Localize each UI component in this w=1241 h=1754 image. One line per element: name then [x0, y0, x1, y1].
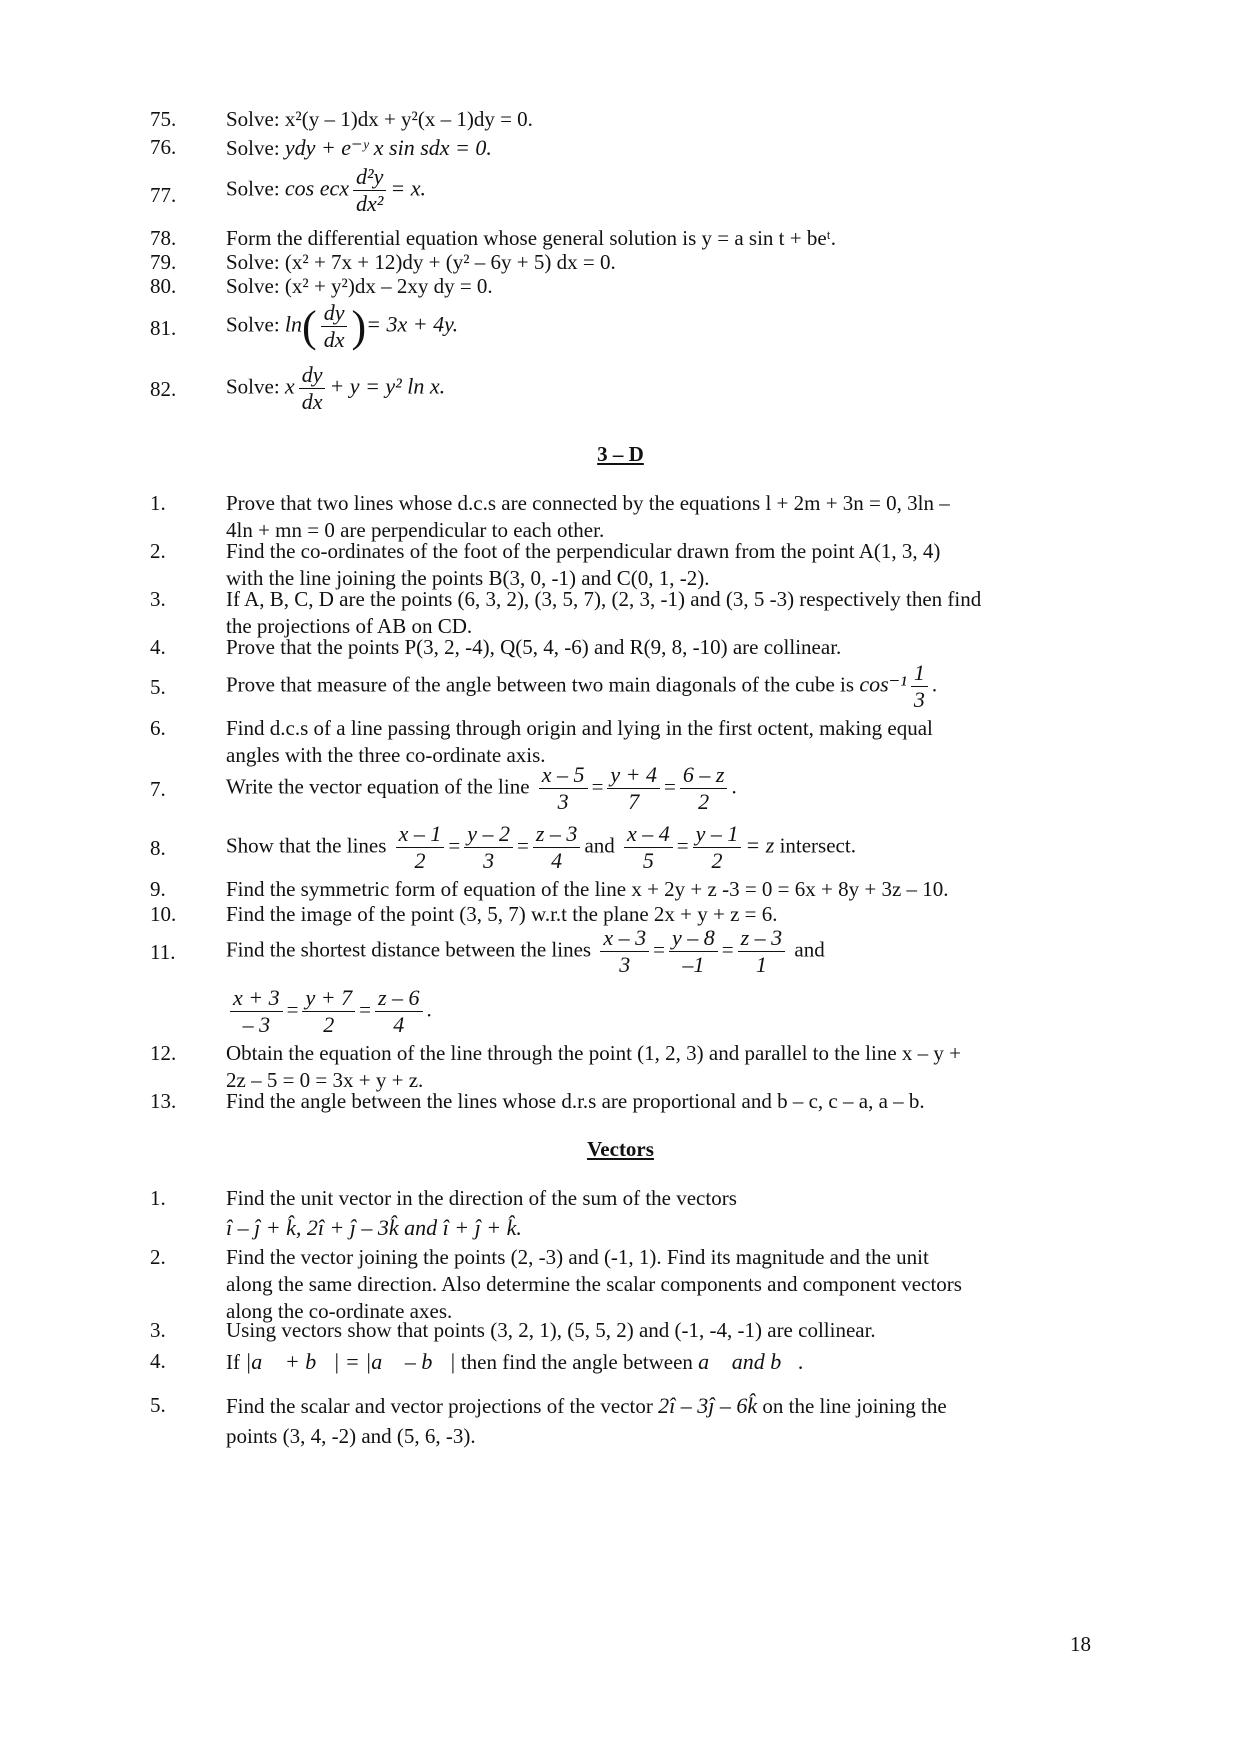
question-77	[150, 164, 1090, 224]
question-text: Form the differential equation whose general solution is y = a sin t + beᵗ.	[226, 226, 836, 250]
right-paren: )	[351, 302, 367, 351]
question-text: Find the image of the point (3, 5, 7) w.r.t the plane 2x + y + z = 6.	[226, 902, 778, 926]
fraction	[230, 985, 283, 1038]
question-number: 81.	[150, 316, 177, 340]
question-text	[226, 538, 1096, 592]
fraction-denominator: 1	[755, 952, 767, 977]
fraction-denominator: dx²	[356, 191, 384, 216]
fraction-numerator: y – 2	[464, 821, 513, 848]
question-number: 12.	[150, 1041, 177, 1065]
question-prefix: Solve:	[226, 176, 280, 201]
question-text	[226, 134, 1096, 162]
question-number: 4.	[150, 635, 166, 659]
punctuation: .	[931, 672, 938, 697]
vector-equation: |a⃗ + b⃗| = |a⃗ – b⃗|	[245, 1349, 456, 1374]
question-text	[226, 164, 1096, 217]
equation-rhs: + y = y² ln x.	[329, 373, 446, 399]
question-text	[226, 300, 1096, 353]
question-number: 2.	[150, 539, 166, 563]
question-line-1: Prove that measure of the angle between two main diagonals of the cube is	[226, 672, 855, 697]
fraction-denominator: 3	[483, 848, 495, 873]
fraction-numerator: x + 3	[230, 985, 283, 1012]
question-line-2: 4ln + mn = 0 are perpendicular to each other.	[226, 518, 605, 542]
punctuation: .	[426, 997, 432, 1022]
question-number: 7.	[150, 777, 166, 801]
fraction	[299, 362, 326, 415]
question-number: 80.	[150, 274, 177, 298]
vector-names: a⃗ and b⃗.	[698, 1349, 804, 1374]
equation-lhs: x	[284, 373, 295, 399]
fraction	[680, 762, 728, 815]
question-prefix: Solve:	[226, 136, 280, 160]
question-number: 76.	[150, 135, 177, 159]
question-text: Write the vector equation of the line $\frac{x - 5}{3}$ = $\frac{y + 4}{7}$ = $\frac{6 - z}{2}$ .	[226, 762, 737, 814]
question-3d-7	[150, 762, 1090, 820]
fraction-denominator: 2	[414, 848, 426, 873]
question-text	[226, 715, 1096, 769]
question-number: 77.	[150, 183, 177, 207]
fraction	[693, 821, 742, 874]
vector-expression: 2î – 3ĵ – 6k̂	[658, 1393, 758, 1418]
question-text	[226, 1040, 1096, 1094]
fraction-numerator: y – 1	[693, 821, 742, 848]
question-number: 13.	[150, 1089, 177, 1113]
question-text	[226, 362, 1096, 415]
fraction-numerator: y + 4	[607, 762, 660, 789]
question-line-2: angles with the three co-ordinate axis.	[226, 743, 546, 767]
fraction-denominator: 4	[393, 1012, 405, 1037]
question-number: 79.	[150, 250, 177, 274]
fraction-numerator: z – 3	[533, 821, 581, 848]
question-82	[150, 362, 1090, 422]
question-prefix: Solve:	[226, 312, 280, 337]
section-heading-vectors: Vectors	[587, 1137, 654, 1161]
question-text: Solve: (x² + 7x + 12)dy + (y² – 6y + 5) dx = 0.	[226, 250, 616, 274]
question-prefix: Solve:	[226, 374, 280, 399]
question-line-1: Find the vector joining the points (2, -3) and (-1, 1). Find its magnitude and the unit	[226, 1245, 929, 1269]
left-paren: (	[302, 302, 317, 351]
question-number: 5.	[150, 675, 166, 699]
fraction	[539, 762, 588, 815]
fraction-numerator: dy	[321, 300, 348, 327]
question-3d-11	[150, 925, 1090, 983]
fraction-denominator: 2	[711, 848, 723, 873]
question-3d-5	[150, 660, 1090, 718]
question-text: Prove that the points P(3, 2, -4), Q(5, 4, -6) and R(9, 8, -10) are collinear.	[226, 635, 842, 659]
fraction-denominator: –1	[682, 952, 705, 977]
fraction-numerator: z – 6	[375, 985, 423, 1012]
fraction-denominator: 3	[619, 952, 631, 977]
question-number: 10.	[150, 902, 177, 926]
question-line-1: Find the scalar and vector projections of the vector	[226, 1394, 653, 1418]
fraction	[738, 925, 786, 978]
fraction-denominator: 4	[551, 848, 563, 873]
question-text	[226, 1392, 1096, 1452]
fraction-denominator: 3	[557, 789, 569, 814]
question-line-1: Find the shortest distance between the lines	[226, 937, 592, 962]
question-tail: intersect.	[779, 833, 856, 858]
fraction	[600, 925, 649, 978]
page-number: 18	[1070, 1632, 1091, 1656]
question-prefix: If	[226, 1350, 240, 1374]
question-line-1: If A, B, C, D are the points (6, 3, 2), (3, 5, 7), (2, 3, -1) and (3, 5 -3) respectively then find	[226, 587, 982, 611]
question-line-1: Find d.c.s of a line passing through origin and lying in the first octent, making equal	[226, 716, 933, 740]
fraction	[464, 821, 513, 874]
equation: ydy + e⁻ʸ x sin sdx = 0.	[284, 135, 492, 160]
fraction-denominator: 2	[323, 1012, 335, 1037]
equation-lhs: cos ecx	[284, 175, 350, 201]
question-line-2: along the same direction. Also determine the scalar components and component vectors	[226, 1272, 962, 1296]
fraction-numerator: 6 – z	[680, 762, 728, 789]
fraction-numerator: 1	[911, 660, 928, 687]
question-text: Find the angle between the lines whose d.r.s are proportional and b – c, c – a, a – b.	[226, 1089, 925, 1113]
question-middle: then find the angle between	[460, 1350, 693, 1374]
fraction-numerator: x – 4	[624, 821, 673, 848]
question-number: 9.	[150, 877, 166, 901]
question-number: 78.	[150, 226, 177, 250]
fraction-denominator: 2	[698, 789, 710, 814]
fraction	[607, 762, 660, 815]
fraction	[533, 821, 581, 874]
question-number: 1.	[150, 1186, 166, 1210]
question-number: 2.	[150, 1245, 166, 1269]
question-text: Find the shortest distance between the lines $\frac{x - 3}{3}$ = $\frac{y - 8}{-1}$ = $\frac{z - 3}{1}$ and	[226, 925, 825, 977]
question-text: Solve: x²(y – 1)dx + y²(x – 1)dy = 0.	[226, 107, 533, 131]
question-number: 1.	[150, 491, 166, 515]
question-line-1-tail: on the line joining the	[762, 1394, 947, 1418]
fraction	[624, 821, 673, 874]
conjunction: and	[794, 937, 825, 962]
question-line-1: Find the unit vector in the direction of the sum of the vectors	[226, 1186, 737, 1210]
fraction	[396, 821, 445, 874]
fraction	[321, 300, 348, 353]
question-line-3: along the co-ordinate axes.	[226, 1299, 453, 1323]
question-text	[226, 660, 1096, 713]
question-line-1: Find the co-ordinates of the foot of the perpendicular drawn from the point A(1, 3, 4)	[226, 539, 941, 563]
fraction-numerator: x – 3	[600, 925, 649, 952]
question-line-1: Prove that two lines whose d.c.s are connected by the equations l + 2m + 3n = 0, 3ln –	[226, 491, 950, 515]
question-81	[150, 300, 1090, 360]
question-line-2: points (3, 4, -2) and (5, 6, -3).	[226, 1424, 476, 1448]
vector-expression: î – ĵ + k̂, 2î + ĵ – 3k̂ and î + ĵ + k̂.	[226, 1215, 522, 1240]
question-line-1: Obtain the equation of the line through the point (1, 2, 3) and parallel to the line x – y +	[226, 1041, 961, 1065]
fraction-denominator: dx	[301, 389, 323, 414]
question-number: 4.	[150, 1349, 166, 1373]
question-number: 11.	[150, 940, 176, 964]
question-line-1: Write the vector equation of the line	[226, 774, 530, 799]
fraction-numerator: y – 8	[669, 925, 718, 952]
question-line-1: Show that the lines	[226, 833, 387, 858]
fraction-numerator: y + 7	[302, 985, 355, 1012]
fraction	[353, 164, 386, 217]
question-number: 5.	[150, 1393, 166, 1417]
equation-tail: = z	[745, 832, 775, 858]
fraction	[669, 925, 718, 978]
question-number: 82.	[150, 377, 177, 401]
punctuation: .	[731, 774, 737, 799]
question-text	[226, 1185, 1096, 1244]
fraction-denominator: – 3	[242, 1012, 271, 1037]
question-text	[226, 586, 1096, 640]
fraction-numerator: x – 1	[396, 821, 445, 848]
question-3d-8	[150, 821, 1090, 879]
fraction-numerator: x – 5	[539, 762, 588, 789]
equation-rhs: = x.	[390, 175, 427, 201]
question-text	[226, 1348, 1096, 1376]
question-3d-11-continuation: $\frac{x + 3}{- 3}$ = $\frac{y + 7}{2}$ = $\frac{z - 6}{4}$ .	[226, 985, 1086, 1043]
fraction	[302, 985, 355, 1038]
conjunction: and	[584, 833, 615, 858]
fraction-numerator: z – 3	[738, 925, 786, 952]
equation-rhs: = 3x + 4y.	[366, 311, 459, 337]
question-number: 6.	[150, 716, 166, 740]
fraction-denominator: 7	[628, 789, 640, 814]
equation-lhs: ln	[284, 311, 303, 337]
question-line-2: with the line joining the points B(3, 0, -1) and C(0, 1, -2).	[226, 566, 710, 590]
question-number: 8.	[150, 836, 166, 860]
fraction-denominator: 5	[642, 848, 654, 873]
question-line-2: 2z – 5 = 0 = 3x + y + z.	[226, 1068, 424, 1092]
question-line-2: the projections of AB on CD.	[226, 614, 473, 638]
fraction-numerator: dy	[299, 362, 326, 389]
fraction-numerator: d²y	[353, 164, 386, 191]
fraction	[375, 985, 423, 1038]
fraction-denominator: dx	[323, 327, 345, 352]
fraction	[911, 660, 928, 713]
question-number: 3.	[150, 1318, 166, 1342]
question-text: Solve: (x² + y²)dx – 2xy dy = 0.	[226, 274, 493, 298]
question-text: Using vectors show that points (3, 2, 1), (5, 5, 2) and (-1, -4, -1) are collinear.	[226, 1318, 876, 1342]
question-text	[226, 490, 1096, 544]
inverse-cos: cos⁻¹	[859, 671, 907, 697]
question-number: 75.	[150, 107, 177, 131]
fraction-denominator: 3	[913, 687, 925, 712]
section-heading-3d: 3 – D	[597, 442, 644, 466]
question-text: Find the symmetric form of equation of the line x + 2y + z -3 = 0 = 6x + 8y + 3z – 10.	[226, 877, 949, 901]
question-text: Show that the lines $\frac{x - 1}{2}$ = $\frac{y - 2}{3}$ = $\frac{z - 3}{4}$ and $\frac{x - 4}{5}$ = $\frac{y - 1}{2}$ = z intersect.	[226, 821, 856, 873]
question-number: 3.	[150, 587, 166, 611]
question-text	[226, 1244, 1096, 1325]
